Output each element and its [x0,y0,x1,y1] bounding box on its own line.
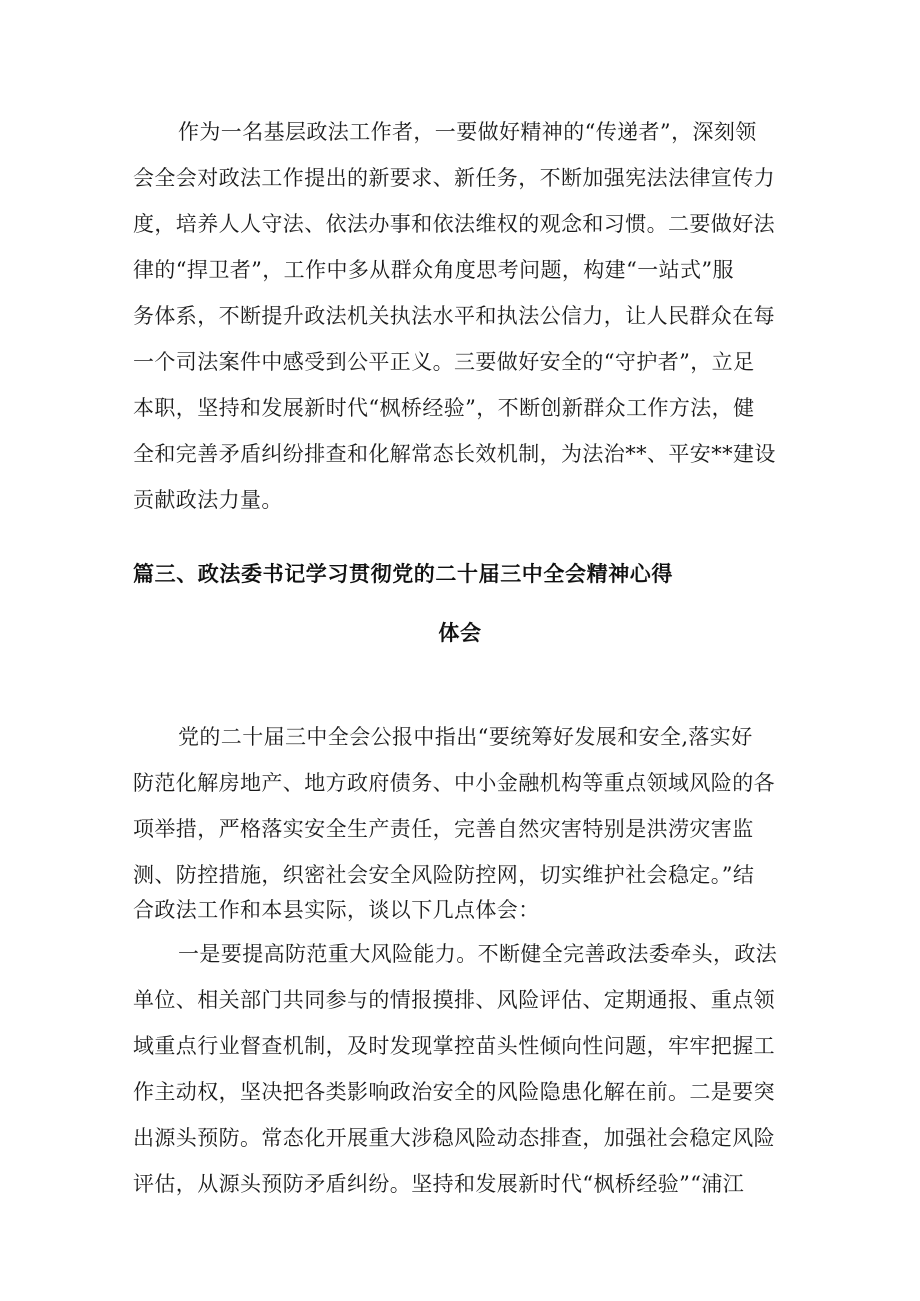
paragraph-3-line: 评估，从源头预防矛盾纠纷。坚持和发展新时代“枫桥经验”“浦江 [133,1172,745,1196]
paragraph-2-line: 测、防控措施，织密社会安全风险防控网，切实维护社会稳定。”结 [133,863,755,887]
paragraph-1-line: 一个司法案件中感受到公平正义。三要做好安全的“守护者”，立足 [133,350,755,374]
paragraph-1-line: 务体系，不断提升政法机关执法水平和执法公信力，让人民群众在每 [133,304,775,328]
section-title-line-2: 体会 [438,621,482,645]
paragraph-1-line: 度，培养人人守法、依法办事和依法维权的观念和习惯。二要做好法 [133,212,775,236]
paragraph-1-line: 贡献政法力量。 [133,488,283,512]
paragraph-2-line: 防范化解房地产、地方政府债务、中小金融机构等重点领域风险的各 [133,771,775,795]
paragraph-3-line: 作主动权，坚决把各类影响政治安全的风险隐患化解在前。二是要突 [133,1080,775,1104]
paragraph-1-line: 全和完善矛盾纠纷排查和化解常态长效机制，为法治**、平安**建设 [133,442,776,466]
paragraph-3-line: 出源头预防。常态化开展重大涉稳风险动态排查，加强社会稳定风险 [133,1126,775,1150]
paragraph-1-line: 会全会对政法工作提出的新要求、新任务，不断加强宪法法律宣传力 [133,166,775,190]
paragraph-3-line: 一是要提高防范重大风险能力。不断健全完善政法委牵头，政法 [178,942,778,966]
paragraph-1-line: 作为一名基层政法工作者，一要做好精神的“传递者”，深刻领 [178,120,757,144]
paragraph-2-line: 合政法工作和本县实际，谈以下几点体会： [133,898,540,922]
paragraph-3-line: 单位、相关部门共同参与的情报摸排、风险评估、定期通报、重点领 [133,988,775,1012]
section-title-line-1: 篇三、政法委书记学习贯彻党的二十届三中全会精神心得 [133,562,673,586]
paragraph-3-line: 域重点行业督查机制，及时发现掌控苗头性倾向性问题，牢牢把握工 [133,1034,775,1058]
paragraph-1-line: 律的“捍卫者”，工作中多从群众角度思考问题，构建“一站式”服 [133,258,734,282]
paragraph-1-line: 本职，坚持和发展新时代“枫桥经验”，不断创新群众工作方法，健 [133,396,755,420]
paragraph-2-line: 项举措，严格落实安全生产责任，完善自然灾害特别是洪涝灾害监 [133,817,754,841]
paragraph-2-line: 党的二十届三中全会公报中指出“要统筹好发展和安全,落实好 [178,725,753,749]
